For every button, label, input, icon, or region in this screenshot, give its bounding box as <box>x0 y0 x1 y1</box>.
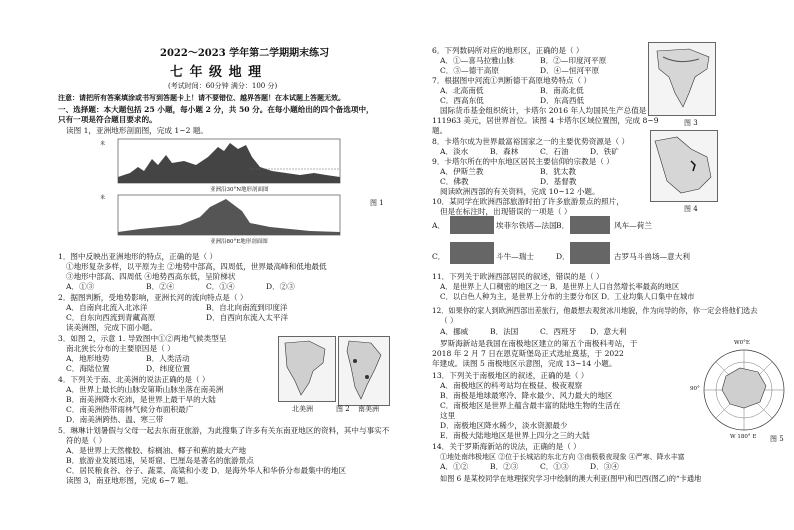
figure-2-north-america-map <box>278 336 336 402</box>
q10-photo-a: 埃菲尔铁塔—法国 <box>496 221 557 230</box>
figure-2-left-caption: 北美洲 <box>292 405 313 413</box>
svg-text:米: 米 <box>100 141 106 147</box>
q3-option-d[interactable]: D．纬度位置 <box>146 364 191 373</box>
figure-5-label: 图 5 <box>770 435 784 443</box>
q13-option-c-cont: 这里 <box>440 411 456 420</box>
figure-5-top-label: W0°E <box>734 340 750 346</box>
figure-2-right-caption: 南美洲 <box>358 405 379 413</box>
q5-option-a[interactable]: A．是世界上天然橡胶、棕榈油、椰子和蕉的最大产地 <box>66 446 247 455</box>
q7-option-c[interactable]: C．西高东低 <box>440 96 484 105</box>
eiffel-photo <box>450 216 494 234</box>
q10-letter-c[interactable]: C． <box>432 252 446 261</box>
q10-photo-c: 斗牛—瑞士 <box>496 252 534 261</box>
q11-stem: 11．下列关于欧洲西部居民的叙述，错误的是（ ） <box>432 272 604 281</box>
figure-6-intro: 如图 6 是某校同学在地理探究学习中绘制的澳大利亚(图甲)和巴西(图乙)的“卡通地 <box>440 474 702 483</box>
q10-photo-b: 风车—荷兰 <box>614 221 652 230</box>
q14-statements: ①地处南纬极地区 ②位于长城站的东北方向 ③南极极夜现象 ④严寒、降水丰富 <box>440 453 685 461</box>
profile-bottom-caption: 亚洲沿80°E地形剖面图 <box>210 239 268 245</box>
read-fig3: 读图 3，南亚地形图，完成 6~7 题。 <box>66 476 193 485</box>
q2-option-a[interactable]: A．自南向北流入北冰洋 <box>66 303 148 312</box>
q2-stem: 2．据图判断，受地势影响，亚洲长河的流向特点是（ ） <box>58 293 248 302</box>
q8-option-d[interactable]: D．铁矿 <box>590 147 619 156</box>
q4-option-a[interactable]: A．世界上最长的山脉安第斯山脉坐落在南美洲 <box>66 385 224 394</box>
q1-option-a[interactable]: A．①③ <box>66 282 95 291</box>
figure-3-label: 图 3 <box>684 119 698 127</box>
figure-2-south-america-map <box>338 336 390 406</box>
q1-line2: ①地形复杂多样，以平原为主 ②地势中部高，四周低，世界最高峰和低地最低 <box>66 262 327 271</box>
q10-letter-b[interactable]: B． <box>556 221 570 230</box>
q3-option-a[interactable]: A．地形地势 <box>66 354 110 363</box>
q2-option-d[interactable]: D．自西向东流入太平洋 <box>206 313 289 322</box>
q1-option-d[interactable]: D．②③ <box>266 282 295 291</box>
q14-stem: 14．关于罗斯海新站的说法，正确的是（ ） <box>432 442 581 451</box>
colosseum-photo <box>570 242 610 264</box>
q3-option-c[interactable]: C．海陆位置 <box>66 364 110 373</box>
q8-stem: 8．卡塔尔成为世界最富裕国家之一的主要优势资源是（ ） <box>432 137 630 146</box>
q10-letter-d[interactable]: D． <box>556 252 570 261</box>
read-america: 读美洲图，完成下面小题。 <box>66 323 158 332</box>
q4-option-b[interactable]: B．南美洲降水充沛，是世界上最干旱的大陆 <box>66 395 216 404</box>
figure-1-label: 图 1 <box>370 199 384 207</box>
q9-option-c[interactable]: C．佛教 <box>440 177 469 186</box>
q2-option-c[interactable]: C．自东向西流到青藏高原 <box>66 313 156 322</box>
q14-option-d[interactable]: D．③④ <box>590 462 619 471</box>
q2-option-b[interactable]: B．自北向南流到印度洋 <box>206 303 288 312</box>
qatar-intro-1: 国际货币基金组织统计，卡塔尔 2016 年人均国民生产总值是 <box>440 106 647 115</box>
q6-option-b[interactable]: B．②—印度河平原 <box>540 56 607 65</box>
q6-option-a[interactable]: A．①—喜马拉雅山脉 <box>440 56 514 65</box>
antarctic-intro-1: 罗斯海新站是我国在南极地区建立的第五个南极科考站，于 <box>440 339 638 348</box>
windmill-photo <box>570 216 610 234</box>
subject-title: 七 年 级 地 理 <box>170 65 263 80</box>
europe-intro: 阅读欧洲西部的有关资料，完成 10~12 小题。 <box>440 187 600 196</box>
qatar-intro-3: 题。 <box>432 126 448 135</box>
q9-option-b[interactable]: B．犹太教 <box>540 167 576 176</box>
svg-text:米: 米 <box>100 195 106 201</box>
q3-stem: 3．如图 2，示意 1. 导致图中①②两地气候类型呈 <box>58 334 227 343</box>
q10-photo-d: 古罗马斗兽场—意大利 <box>614 252 690 261</box>
figure-1 <box>100 137 350 247</box>
q1-option-b[interactable]: B．②④ <box>146 282 175 291</box>
q1-stem: 1．图中反映出亚洲地形的特点，正确的是（ ） <box>58 252 218 261</box>
q4-option-c[interactable]: C．南美洲热带雨林气候分布面积最广 <box>66 405 194 414</box>
q10-line2: 但是在标注时，出现错误的一项是（ ） <box>440 207 572 216</box>
q13-option-e[interactable]: E．南极大陆地地区是世界上四分之三的大陆 <box>440 431 590 440</box>
q3-line2: 南北狭长分布的主要原因是（ ） <box>66 344 175 353</box>
q8-option-a[interactable]: A．淡水 <box>440 147 469 156</box>
q1-line3: ③地形中部高、四周低 ④地势西高东低，呈阶梯状 <box>66 272 236 281</box>
figure-4-qatar-map <box>650 130 718 202</box>
figure-3-south-asia-map <box>648 42 716 116</box>
antarctic-intro-3: 年建成。读图 5 南极地区示意图，完成 13~14 小题。 <box>432 359 617 368</box>
q4-option-d[interactable]: D．南美洲跨热、温、寒三带 <box>66 415 164 424</box>
q11-options-ab[interactable]: A．是世界上人口稠密的地区之一 B．是世界上人口自然增长率最高的地区 <box>440 282 680 291</box>
q12-option-b[interactable]: B．法国 <box>490 327 519 336</box>
q7-stem: 7．根据图中河流①判断德干高原地势特点（ ） <box>432 76 592 85</box>
q6-stem: 6．下列数码所对应的地形区，正确的是（ ） <box>432 46 584 55</box>
exam-info: (考试时间：60分钟 满分：100 分) <box>168 82 278 90</box>
q7-option-a[interactable]: A．北高南低 <box>440 86 484 95</box>
q7-option-b[interactable]: B．南高北低 <box>540 86 584 95</box>
qatar-intro-2: 111963 美元，居世界首位。读图 4 卡塔尔区域位置图，完成 8~9 <box>432 116 659 125</box>
q8-option-c[interactable]: C．石油 <box>540 147 569 156</box>
figure-4-label: 图 4 <box>684 205 698 213</box>
section-intro-1: 一、选择题：本大题包括 25 小题，每小题 2 分，共 50 分。在每小题给出的四个备选项中， <box>58 105 374 114</box>
q14-option-c[interactable]: C．①③ <box>540 462 569 471</box>
q12-option-c[interactable]: C．西班牙 <box>540 327 577 336</box>
bullfight-photo <box>450 242 494 264</box>
figure-5-bottom-label: W 180° E <box>730 434 757 440</box>
q4-stem: 4．下列关于南、北美洲的说法正确的是（ ） <box>58 375 210 384</box>
q11-options-cd[interactable]: C．以白色人种为主，是世界上分布的主要分布区 D．工业均集人口集中在城市 <box>440 292 695 301</box>
figure-2-label: 图 2 <box>336 405 350 413</box>
q9-option-a[interactable]: A．伊斯兰教 <box>440 167 484 176</box>
exam-title: 2022～2023 学年第二学期期末练习 <box>160 48 330 59</box>
q13-stem: 13．下列关于南极地区的叙述，正确的是（ ） <box>432 371 589 380</box>
q1-option-c[interactable]: C．①④ <box>206 282 235 291</box>
q13-option-c[interactable]: C．南极地区是世界上蕴含最丰富的陆地生物的生活在 <box>440 401 621 410</box>
q12-line2: （ ） <box>440 316 458 325</box>
q10-stem: 10．某同学在欧洲西部旅游时拍了许多旅游景点的照片， <box>432 197 624 206</box>
q13-option-b[interactable]: B．南极是地球最寒冷、降水最少、风力最大的地区 <box>440 391 613 400</box>
q12-option-d[interactable]: D．意大利 <box>590 327 627 336</box>
q3-option-b[interactable]: B．人类活动 <box>146 354 190 363</box>
q10-letter-a[interactable]: A． <box>432 221 446 230</box>
q9-option-d[interactable]: D．基督教 <box>540 177 577 186</box>
q13-option-a[interactable]: A．南极地区的科考站均在极昼、极夜观察 <box>440 381 583 390</box>
section-intro-2: 只有一项是符合题目要求的。 <box>58 115 157 124</box>
q5-line2: 符的是（ ） <box>66 436 107 445</box>
q6-option-c[interactable]: C．③—德干高原 <box>440 66 499 75</box>
q13-option-d[interactable]: D．南极地区降水稀少，淡水资源最少 <box>440 421 568 430</box>
q14-option-b[interactable]: B．②③ <box>490 462 519 471</box>
q5-option-b[interactable]: B．旅游业发展迅速，吴哥窟、巴厘岛是著名的旅游景点 <box>66 456 254 465</box>
q6-option-d[interactable]: D．④—恒河平原 <box>540 66 600 75</box>
q12-option-a[interactable]: A．挪威 <box>440 327 469 336</box>
q5-stem: 5．琳琳计划暑假与父母一起去东南亚旅游，为此搜集了许多有关东南亚地区的资料，其中与事实不 <box>58 426 390 435</box>
q14-option-a[interactable]: A．①② <box>440 462 469 471</box>
antarctic-intro-2: 2018 年 2 月 7 日在恩克斯堡岛正式选址奠基，于 2022 <box>432 349 624 358</box>
q9-stem: 9．卡塔尔所在的中东地区居民主要信仰的宗教是（ ） <box>432 157 614 166</box>
q8-option-b[interactable]: B．森林 <box>490 147 519 156</box>
profile-top-caption: 亚洲沿30°N地形剖面图 <box>210 187 269 193</box>
figure-5-left-label: 90° <box>690 386 700 392</box>
answer-note: 注意：请把所有答案填涂或书写到答题卡上！请不要错位、越界答题！在本试题上答题无效。 <box>58 93 345 102</box>
figure-5-antarctica-map <box>700 346 788 434</box>
q7-option-d[interactable]: D．东高西低 <box>540 96 585 105</box>
q12-stem: 12．如果你的家人到欧洲西部出差旅行，他最想去观赏冰川地貌，作为向导的你，你一定会将他们选去 <box>432 306 758 315</box>
q5-option-cd[interactable]: C．居民粮食谷、谷子、蔬菜、高粱和小麦 D．是海外华人和华侨分布最集中的地区 <box>66 466 347 475</box>
read-fig1: 读图 1，亚洲地形剖面图，完成 1~2 题。 <box>66 126 209 135</box>
